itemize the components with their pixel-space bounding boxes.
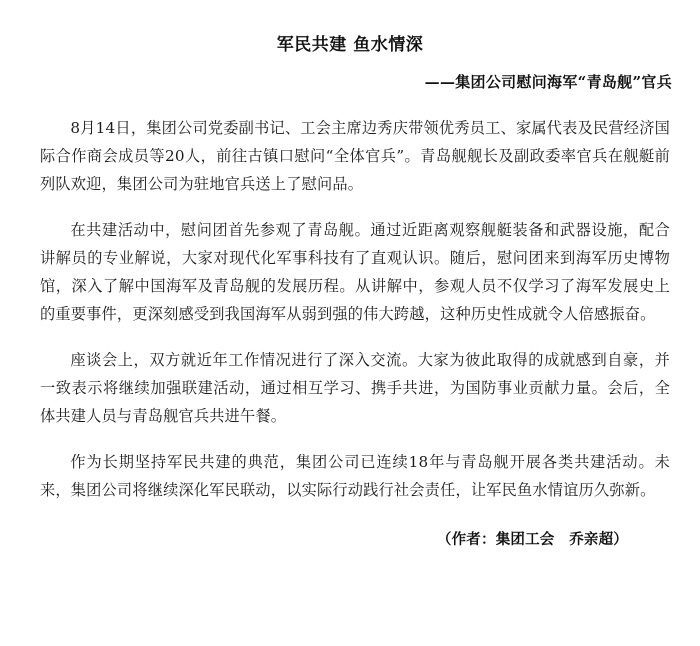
body-paragraph: 座谈会上，双方就近年工作情况进行了深入交流。大家为彼此取得的成就感到自豪，并一致表示将继续加强联建活动，通过相互学习、携手共进，为国防事业贡献力量。会后，全体共建人员与青岛舰官兵共进午餐。	[40, 351, 670, 425]
document-body	[0, 92, 700, 549]
body-paragraph: 作为长期坚持军民共建的典范，集团公司已连续18年与青岛舰开展各类共建活动。未来，集团公司将继续深化军民联动，以实际行动践行社会责任，让军民鱼水情谊历久弥新。	[40, 453, 670, 499]
body-paragraph: 8月14日，集团公司党委副书记、工会主席边秀庆带领优秀员工、家属代表及民营经济国际合作商会成员等20人，前往古镇口慰问“全体官兵”。青岛舰舰长及副政委率官兵在舰艇前列队欢迎，集团公司为驻地官兵送上了慰问品。	[40, 119, 670, 193]
page-title: 军民共建 鱼水情深	[276, 35, 424, 55]
body-paragraph: 在共建活动中，慰问团首先参观了青岛舰。通过近距离观察舰艇装备和武器设施，配合讲解员的专业解说，大家对现代化军事科技有了直观认识。随后，慰问团来到海军历史博物馆，深入了解中国海军及青岛舰的发展历程。从讲解中，参观人员不仅学习了海军发展史上的重要事件，更深刻感受到我国海军从弱到强的伟大跨越，这种历史性成就令人倍感振奋。	[40, 221, 670, 323]
author-signature: （作者：集团工会 乔亲超）	[436, 531, 628, 548]
document-subtitle: ——集团公司慰问海军“青岛舰”官兵	[424, 73, 672, 91]
